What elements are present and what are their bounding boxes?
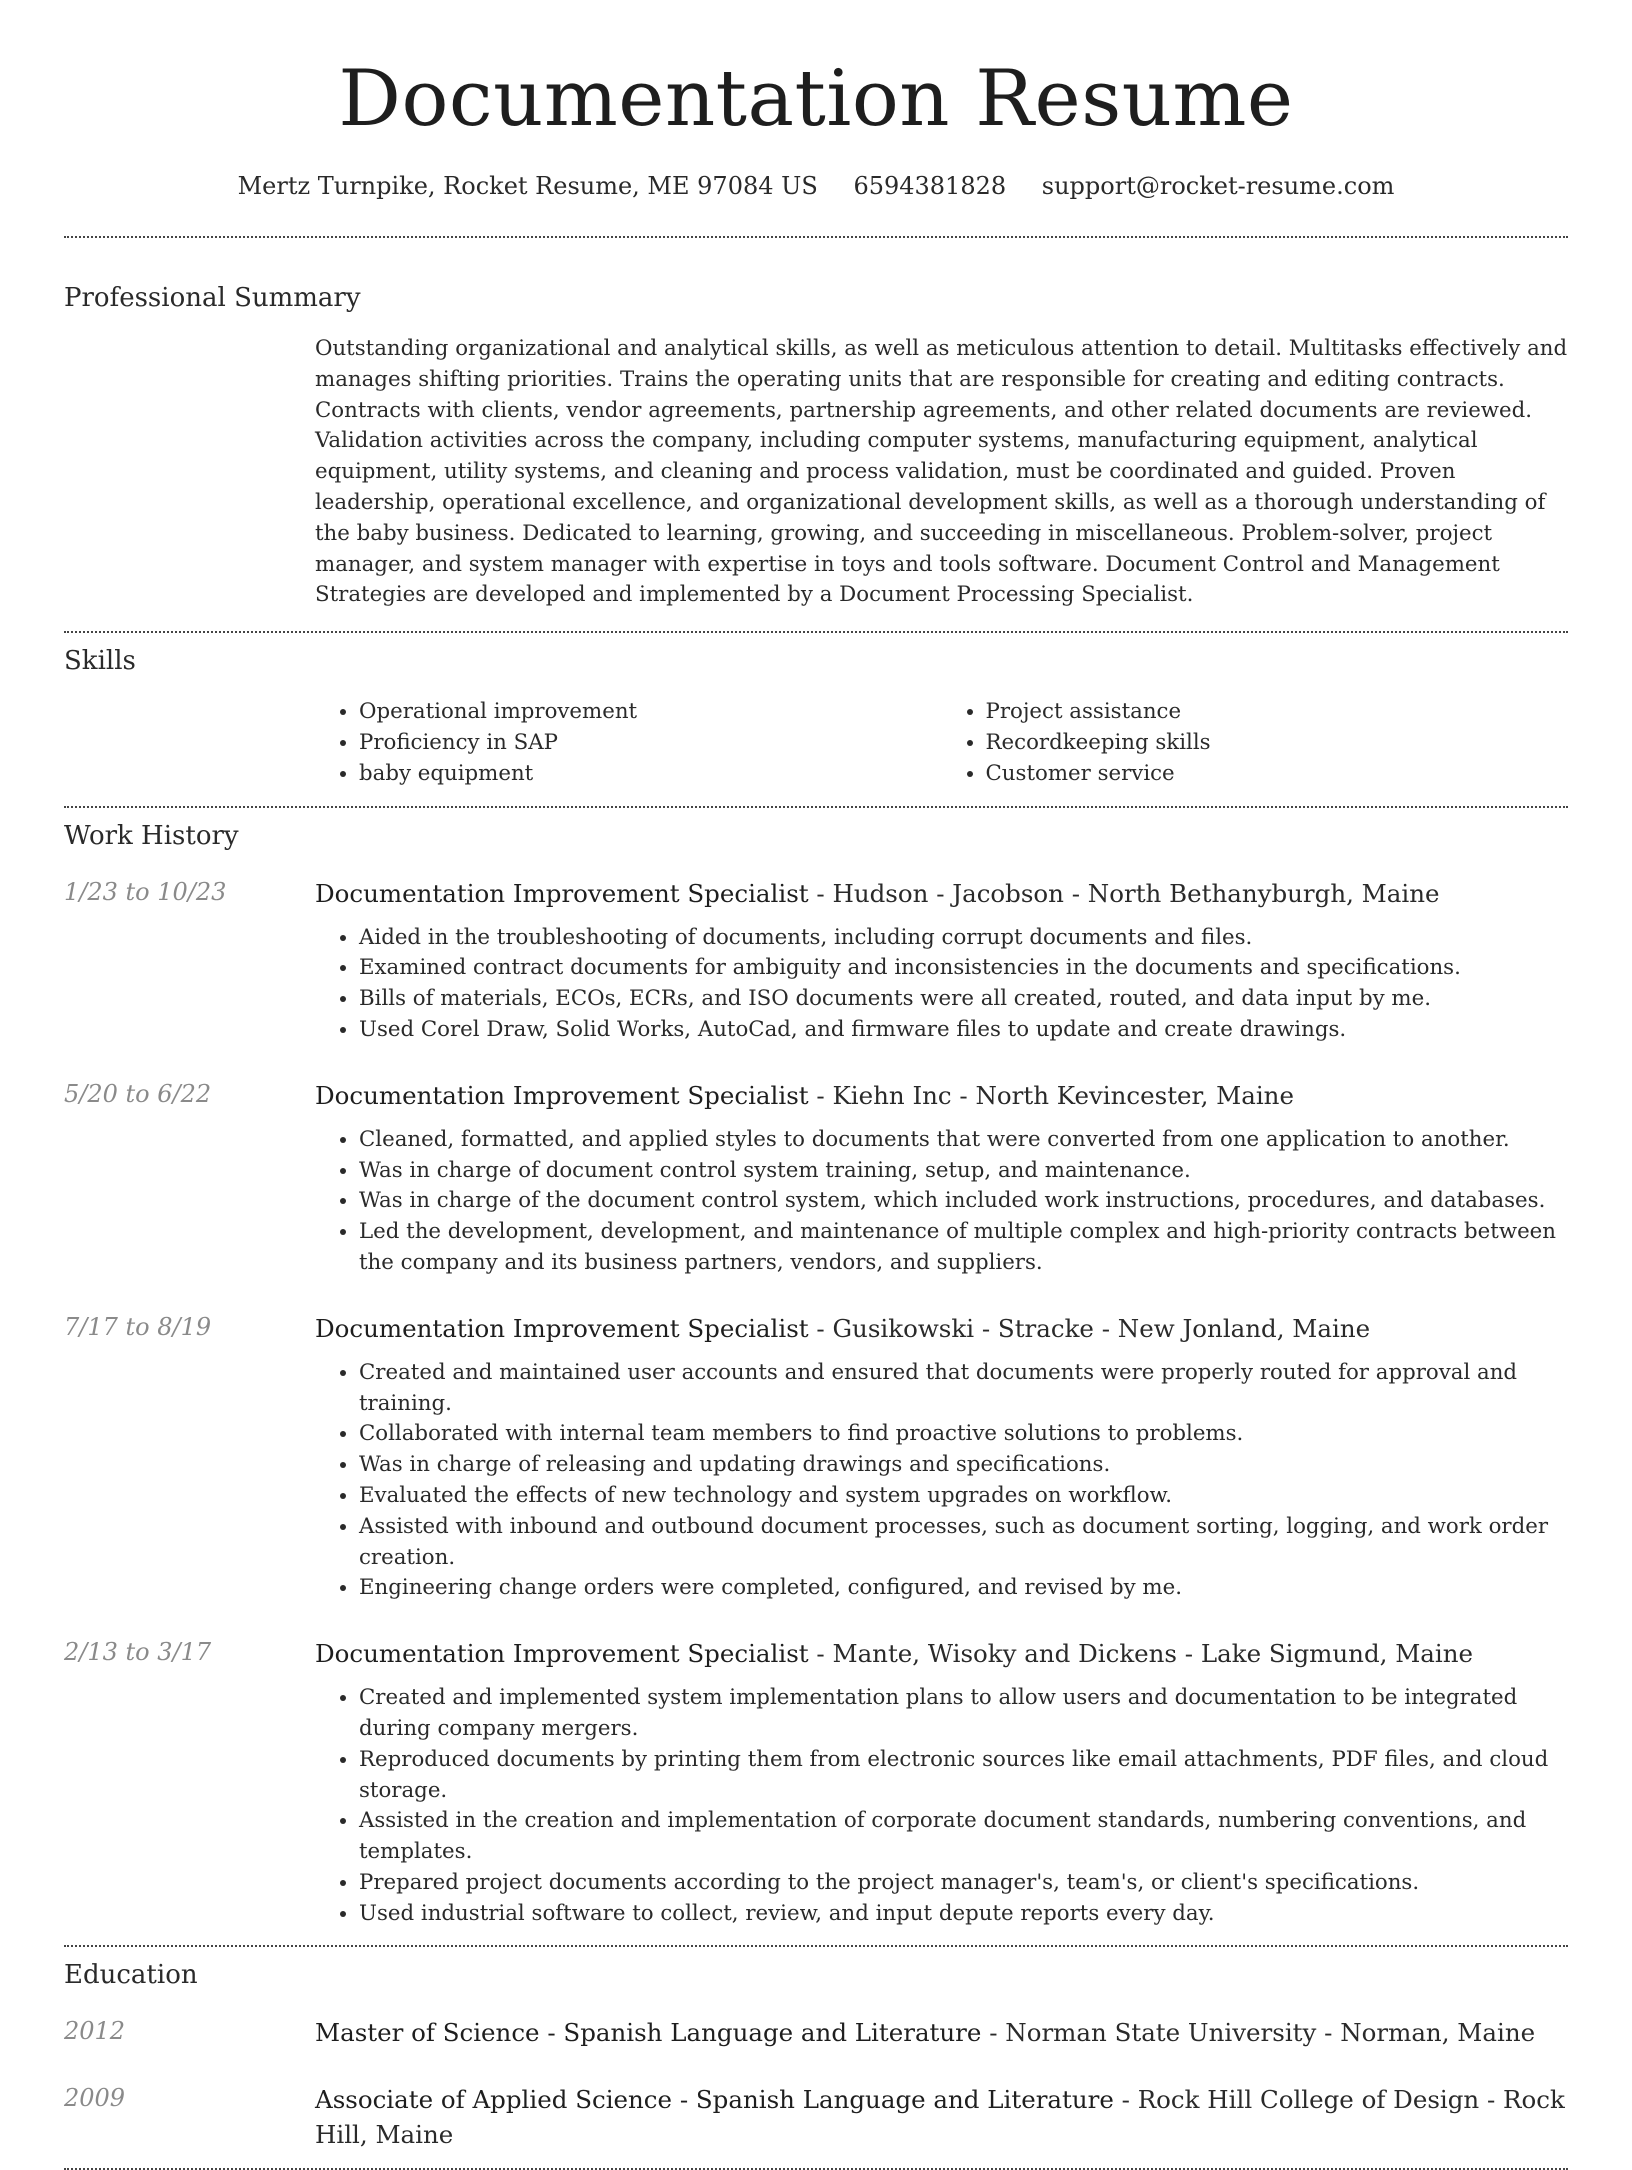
- job-company-location: - Gusikowski - Stracke - New Jonland, Maine: [808, 1313, 1371, 1343]
- job-bullet: • Assisted in the creation and implementation of corporate document standards, numbering conventions, and templates.: [359, 1806, 1568, 1868]
- job-bullet: • Collaborated with internal team members to find proactive solutions to problems.: [359, 1419, 1568, 1450]
- job-bullet: • Assisted with inbound and outbound document processes, such as document sorting, logging, and work order creation.: [359, 1512, 1568, 1574]
- job-bullet: • Engineering change orders were completed, configured, and revised by me.: [359, 1573, 1568, 1604]
- education-degree: Associate of Applied Science - Spanish Language and Literature: [315, 2085, 1114, 2115]
- job-entry: [64, 1311, 1568, 1604]
- job-bullet: • Created and implemented system implementation plans to allow users and documentation to be integrated during company mergers.: [359, 1683, 1568, 1745]
- contact-email: support@rocket-resume.com: [1041, 172, 1395, 200]
- resume-title: Documentation Resume: [338, 54, 1294, 144]
- education-date: 2012: [64, 2017, 126, 2046]
- job-bullet: • Was in charge of the document control system, which included work instructions, procedures, and databases.: [359, 1186, 1568, 1217]
- divider: [64, 1945, 1568, 1947]
- job-bullet: • Aided in the troubleshooting of documents, including corrupt documents and files.: [359, 923, 1568, 954]
- education-degree: Master of Science - Spanish Language and Literature: [315, 2018, 982, 2048]
- section-heading-work-history: Work History: [64, 820, 239, 851]
- job-title: [315, 1311, 1568, 1346]
- education-entry: [64, 2082, 1568, 2152]
- job-bullet: • Examined contract documents for ambiguity and inconsistencies in the documents and specifications.: [359, 953, 1568, 984]
- job-role: Documentation Improvement Specialist: [315, 1080, 809, 1110]
- job-bullet: • Reproduced documents by printing them from electronic sources like email attachments, PDF files, and cloud storage.: [359, 1745, 1568, 1807]
- job-date: 5/20 to 6/22: [64, 1079, 212, 1108]
- job-entry: [64, 1636, 1568, 1929]
- job-bullet: • Prepared project documents according to the project manager's, team's, or client's specifications.: [359, 1868, 1568, 1899]
- job-company-location: - Kiehn Inc - North Kevincester, Maine: [808, 1080, 1294, 1110]
- job-bullets: [315, 1683, 1568, 1929]
- skill-item: • Proficiency in SAP: [359, 728, 942, 759]
- job-bullet: • Bills of materials, ECOs, ECRs, and ISO documents were all created, routed, and data input by me.: [359, 984, 1568, 1015]
- job-entry: [64, 1078, 1568, 1279]
- resume-page: [64, 0, 1568, 2170]
- skill-item: • Operational improvement: [359, 697, 942, 728]
- job-bullet: • Used industrial software to collect, review, and input depute reports every day.: [359, 1899, 1568, 1930]
- skill-item: • Project assistance: [986, 697, 1569, 728]
- job-bullets: [315, 1125, 1568, 1279]
- job-role: Documentation Improvement Specialist: [315, 1313, 809, 1343]
- divider: [64, 236, 1568, 238]
- job-bullet: • Evaluated the effects of new technology and system upgrades on workflow.: [359, 1481, 1568, 1512]
- job-role: Documentation Improvement Specialist: [315, 878, 809, 908]
- contact-address: Mertz Turnpike, Rocket Resume, ME 97084 US: [237, 172, 818, 200]
- education-date: 2009: [64, 2084, 126, 2113]
- education-entry: [64, 2015, 1568, 2050]
- contact-line: [64, 170, 1568, 202]
- skills-column-left: [315, 697, 942, 789]
- summary-text: Outstanding organizational and analytical skills, as well as meticulous attention to detail. Multitasks effectively and manages shifting priorities. Trains the operating units that are responsible for creating and editing contracts. Contracts with clients, vendor agreements, partnership agreements, and other related documents are reviewed. Validation activities across the company, including computer systems, manufacturing equipment, analytical equipment, utility systems, and cleaning and process validation, must be coordinated and guided. Proven leadership, operational excellence, and organizational development skills, as well as a thorough understanding of the baby business. Dedicated to learning, growing, and succeeding in miscellaneous. Problem-solver, project manager, and system manager with expertise in toys and tools software. Document Control and Management Strategies are developed and implemented by a Document Processing Specialist.: [315, 336, 1568, 608]
- education-title: [315, 2082, 1568, 2152]
- education-school-location: - Rock Hill College of Design - Rock Hill, Maine: [315, 2085, 1565, 2150]
- education-school-location: - Norman State University - Norman, Maine: [981, 2018, 1536, 2048]
- job-company-location: - Hudson - Jacobson - North Bethanyburgh, Maine: [808, 878, 1440, 908]
- skill-item: • baby equipment: [359, 759, 942, 790]
- job-title: [315, 1078, 1568, 1113]
- job-bullet: • Used Corel Draw, Solid Works, AutoCad, and firmware files to update and create drawings.: [359, 1015, 1568, 1046]
- skills-list: [315, 697, 1568, 789]
- job-bullet: • Was in charge of releasing and updating drawings and specifications.: [359, 1450, 1568, 1481]
- job-role: Documentation Improvement Specialist: [315, 1639, 809, 1669]
- contact-phone: 6594381828: [853, 172, 1007, 200]
- divider: [64, 631, 1568, 633]
- job-date: 2/13 to 3/17: [64, 1638, 212, 1667]
- job-bullet: • Created and maintained user accounts and ensured that documents were properly routed for approval and training.: [359, 1358, 1568, 1420]
- job-title: [315, 876, 1568, 911]
- section-heading-skills: Skills: [64, 646, 136, 677]
- divider: [64, 806, 1568, 808]
- job-bullet: • Led the development, development, and maintenance of multiple complex and high-priority contracts between the company and its business partners, vendors, and suppliers.: [359, 1217, 1568, 1279]
- job-bullets: [315, 923, 1568, 1046]
- skills-column-right: [942, 697, 1569, 789]
- job-bullet: • Cleaned, formatted, and applied styles to documents that were converted from one application to another.: [359, 1125, 1568, 1156]
- job-entry: [64, 876, 1568, 1046]
- skill-item: • Customer service: [986, 759, 1569, 790]
- education-title: [315, 2015, 1568, 2050]
- job-date: 1/23 to 10/23: [64, 877, 227, 906]
- job-date: 7/17 to 8/19: [64, 1312, 212, 1341]
- job-company-location: - Mante, Wisoky and Dickens - Lake Sigmund, Maine: [808, 1639, 1474, 1669]
- section-heading-summary: Professional Summary: [64, 283, 361, 313]
- job-title: [315, 1636, 1568, 1671]
- job-bullets: [315, 1358, 1568, 1604]
- section-heading-education: Education: [64, 1960, 198, 1991]
- job-bullet: • Was in charge of document control system training, setup, and maintenance.: [359, 1156, 1568, 1187]
- skill-item: • Recordkeeping skills: [986, 728, 1569, 759]
